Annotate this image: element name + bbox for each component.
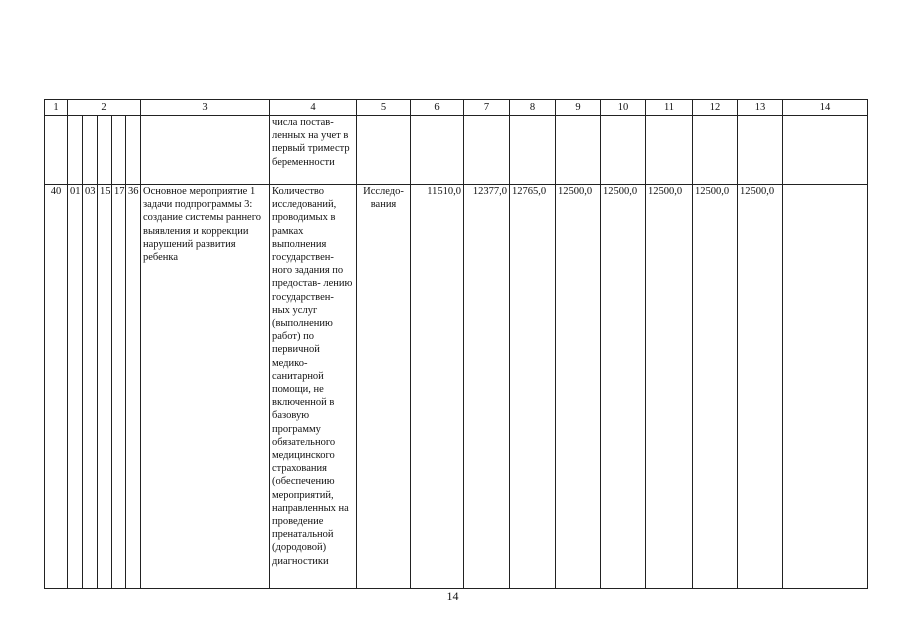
code-cell: 40 [45, 185, 68, 589]
page-number: 14 [446, 589, 459, 603]
table-cell [83, 116, 98, 185]
code-cell: 01 [68, 185, 83, 589]
table-cell [556, 116, 601, 185]
table-cell [45, 116, 68, 185]
header-cell: 11 [646, 100, 693, 116]
table-cell [112, 116, 126, 185]
header-cell: 13 [738, 100, 783, 116]
code-cell: 36 [126, 185, 141, 589]
table-cell [783, 116, 868, 185]
header-cell: 12 [693, 100, 738, 116]
value-cell: 12377,0 [464, 185, 510, 589]
table-cell [126, 116, 141, 185]
table-cell [783, 185, 868, 589]
table-cell [141, 116, 270, 185]
table-row [45, 116, 868, 185]
unit-cell: Исследо- вания [357, 185, 411, 589]
header-cell: 3 [141, 100, 270, 116]
header-cell: 5 [357, 100, 411, 116]
table-row [45, 185, 868, 589]
table-cell [98, 116, 112, 185]
table-cell [510, 116, 556, 185]
table-cell [738, 116, 783, 185]
header-cell: 6 [411, 100, 464, 116]
code-cell: 17 [112, 185, 126, 589]
table-cell [601, 116, 646, 185]
value-cell: 11510,0 [411, 185, 464, 589]
indicator-cell: Количество исследований, проводимых в рамках выполнения государствен- ного задания по предостав- лению государствен- ных услуг (выполнению работ) по первичной медико- санитарной помощи, не включенной в базовую программу обязательного медицинского страхования (обеспечению мероприятий, направленных на проведение пренатальной (дородовой) диагностики [270, 185, 357, 589]
header-cell: 14 [783, 100, 868, 116]
indicator-cell: числа постав- ленных на учет в первый триместр беременности [270, 116, 357, 185]
table-cell [357, 116, 411, 185]
value-cell: 12500,0 [601, 185, 646, 589]
table-cell [693, 116, 738, 185]
value-cell: 12500,0 [693, 185, 738, 589]
header-cell: 10 [601, 100, 646, 116]
value-cell: 12500,0 [646, 185, 693, 589]
header-cell: 7 [464, 100, 510, 116]
header-cell: 1 [45, 100, 68, 116]
header-cell: 2 [68, 100, 141, 116]
value-cell: 12765,0 [510, 185, 556, 589]
table-cell [646, 116, 693, 185]
value-cell: 12500,0 [556, 185, 601, 589]
code-cell: 15 [98, 185, 112, 589]
table-cell [411, 116, 464, 185]
indicators-table [44, 99, 868, 589]
table-cell [464, 116, 510, 185]
header-cell: 4 [270, 100, 357, 116]
header-cell: 8 [510, 100, 556, 116]
activity-name-cell: Основное мероприятие 1 задачи подпрограммы 3: создание системы раннего выявления и коррекции нарушений развития ребенка [141, 185, 270, 589]
code-cell: 03 [83, 185, 98, 589]
table-cell [68, 116, 83, 185]
value-cell: 12500,0 [738, 185, 783, 589]
header-cell: 9 [556, 100, 601, 116]
table-header-row [45, 100, 868, 116]
